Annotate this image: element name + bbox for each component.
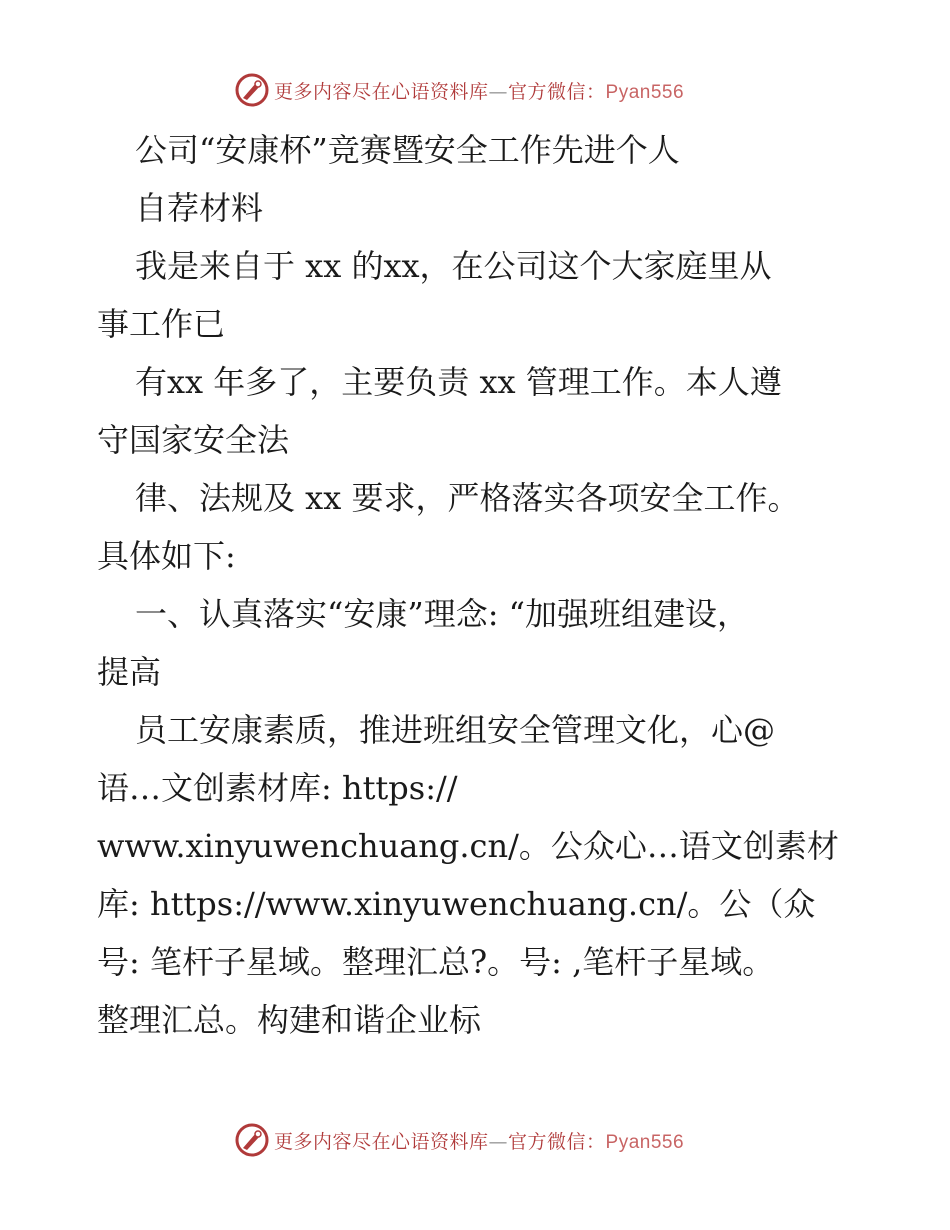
doc-paragraph-line: 提高 [97,653,162,691]
banner-dash: — [488,1130,509,1153]
pen-circle-icon [234,72,270,108]
doc-paragraph-line: www.xinyuwenchuang.cn/。公众心…语文创素材 [97,827,839,865]
doc-paragraph-line: 一、认真落实“安康”理念: “加强班组建设， [135,595,750,633]
doc-paragraph-line: 有xx 年多了，主要负责 xx 管理工作。本人遵 [135,363,782,401]
banner-text [274,77,684,104]
banner-wechat-id: Pyan556 [605,81,685,103]
banner-label: 官方微信： [508,80,606,103]
header-watermark-banner [0,70,950,110]
doc-title-line2: 自荐材料 [135,189,264,227]
doc-paragraph-line: 具体如下: [97,537,236,575]
banner-text [274,1127,684,1154]
banner-wechat-id: Pyan556 [605,1131,685,1153]
doc-paragraph-line: 语…文创素材库: https:// [97,769,458,807]
footer-watermark-banner [0,1120,950,1160]
doc-paragraph-line: 守国家安全法 [97,421,290,459]
banner-label: 官方微信： [508,1130,606,1153]
doc-paragraph-line: 号: 笔杆子星域。整理汇总?。号: ,笔杆子星域。 [97,943,775,981]
pen-circle-icon [234,1122,270,1158]
doc-paragraph-line: 整理汇总。构建和谐企业标 [97,1001,482,1039]
doc-paragraph-line: 事工作已 [97,305,226,343]
doc-title-line1: 公司“安康杯”竞赛暨安全工作先进个人 [135,131,680,169]
banner-main-text: 更多内容尽在心语资料库 [274,80,489,103]
doc-paragraph-line: 我是来自于 xx 的xx，在公司这个大家庭里从 [135,247,772,285]
doc-paragraph-line: 律、法规及 xx 要求，严格落实各项安全工作。 [135,479,800,517]
doc-paragraph-line: 员工安康素质，推进班组安全管理文化，心@ [135,711,776,749]
doc-paragraph-line: 库: https://www.xinyuwenchuang.cn/。公（众 [97,885,816,923]
banner-main-text: 更多内容尽在心语资料库 [274,1130,489,1153]
banner-dash: — [488,80,509,103]
